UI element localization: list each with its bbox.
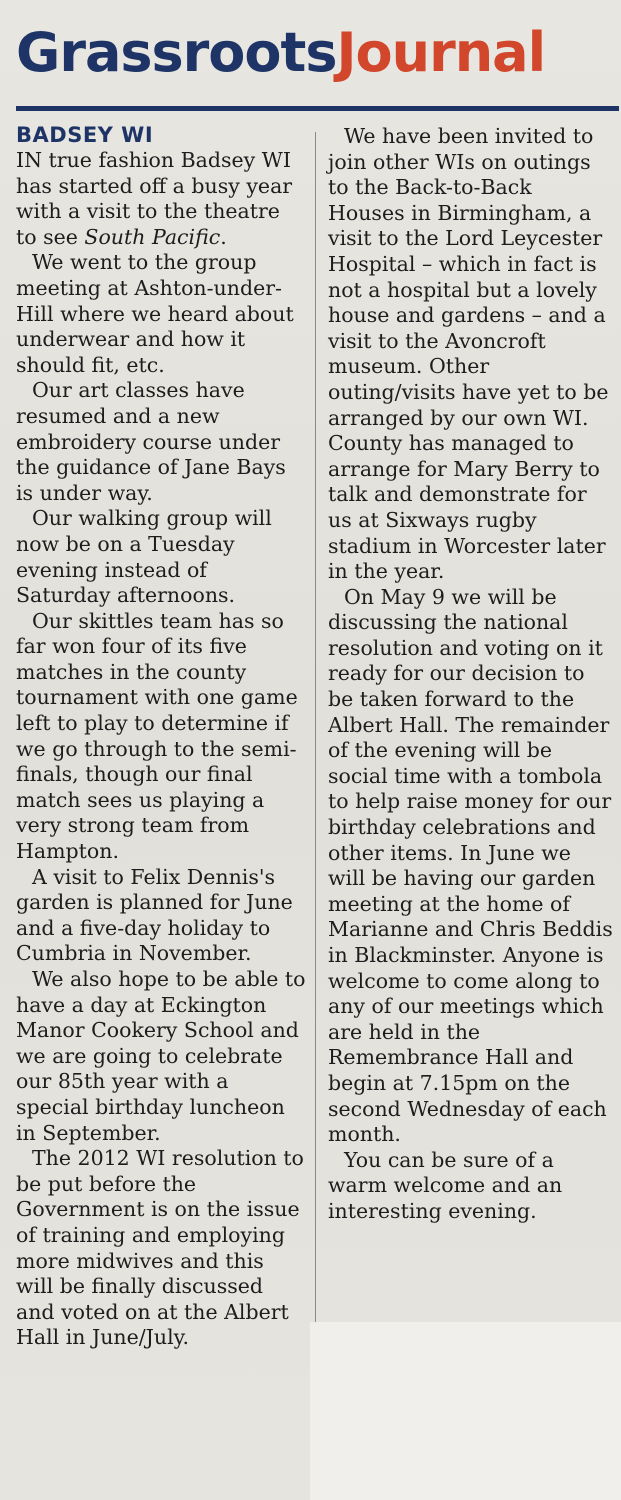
column-divider xyxy=(315,132,316,1492)
article-column-right xyxy=(328,124,613,1225)
section-heading: BADSEY WI xyxy=(16,123,154,147)
article-paragraph xyxy=(16,148,306,250)
article-paragraph: A visit to Felix Dennis's garden is planned for June and a five-day holiday to Cumbria in November. xyxy=(16,864,293,966)
masthead xyxy=(16,18,545,88)
article-paragraph: We have been invited to join other WIs on outings to the Back-to-Back Houses in Birmingham, a visit to the Lord Leycester Hospital – which in fact is not a hospital but a lovely house and gardens – and a visit to the Avoncroft museum. Other outing/visits have yet to be arranged by our own WI. County has managed to arrange for Mary Berry to talk and demonstrate for us at Sixways rugby stadium in Worcester later in the year. xyxy=(328,124,609,584)
masthead-grassroots: Grassroots xyxy=(16,21,337,84)
show-title-end: . xyxy=(220,224,227,249)
masthead-journal: Journal xyxy=(336,21,546,84)
article-paragraph: Our walking group will now be on a Tuesday evening instead of Saturday afternoons. xyxy=(16,506,272,608)
article-paragraph: The 2012 WI resolution to be put before the Government is on the issue of training and employing more midwives and this will be finally discussed and voted on at the Albert Hall in June/July. xyxy=(16,1146,304,1350)
paragraph-text: IN true fashion Badsey WI has started off a busy year with a visit to the theatre to see xyxy=(16,148,293,249)
blank-paper-area xyxy=(310,1322,621,1500)
show-title: South Pacific xyxy=(84,224,221,249)
masthead-rule xyxy=(16,106,619,111)
article-paragraph: Our skittles team has so far won four of its five matches in the county tournament with one game left to play to determine if we go through to the semi-finals, though our final match sees us playing a very strong team from Hampton. xyxy=(16,608,298,864)
article-paragraph: Our art classes have resumed and a new embroidery course under the guidance of Jane Bays is under way. xyxy=(16,378,286,505)
article-column-left xyxy=(16,122,306,1351)
article-paragraph: On May 9 we will be discussing the national resolution and voting on it ready for our decision to be taken forward to the Albert Hall. The remainder of the evening will be social time with a tombola to help raise money for our birthday celebrations and other items. In June we will be having our garden meeting at the home of Marianne and Chris Beddis in Blackminster. Anyone is welcome to come along to any of our meetings which are held in the Remembrance Hall and begin at 7.15pm on the second Wednesday of each month. xyxy=(328,584,613,1147)
article-paragraph: We also hope to be able to have a day at Eckington Manor Cookery School and we are going to celebrate our 85th year with a special birthday luncheon in September. xyxy=(16,967,306,1145)
article-paragraph: You can be sure of a warm welcome and an interesting evening. xyxy=(328,1147,563,1223)
article-paragraph: We went to the group meeting at Ashton-under-Hill where we heard about underwear and how it should fit, etc. xyxy=(16,250,294,377)
